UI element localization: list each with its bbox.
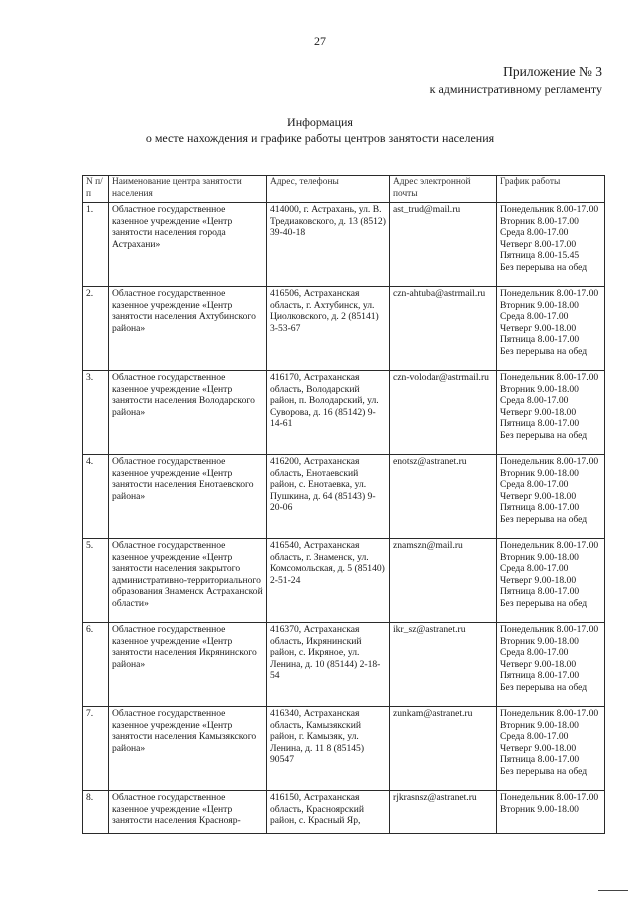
schedule-line: Четверг 9.00-18.00 — [500, 406, 577, 418]
schedule-line: Пятница 8.00-17.00 — [500, 670, 580, 682]
schedule-line: Понедельник 8.00-17.00 — [500, 540, 599, 551]
cell-schedule — [497, 539, 605, 623]
schedule-line: Понедельник 8.00-17.00 — [500, 624, 599, 635]
schedule-line: Среда 8.00-17.00 — [500, 647, 569, 659]
schedule-line: Четверг 9.00-18.00 — [500, 574, 577, 586]
schedule-line: Понедельник 8.00-17.00 — [500, 204, 599, 215]
schedule-line: Без перерыва на обед — [500, 681, 588, 693]
cell-name: Областное государственное казенное учреждение «Центр занятости населения Володарского района» — [109, 371, 267, 455]
schedule-line: Среда 8.00-17.00 — [500, 395, 569, 407]
schedule-line: Пятница 8.00-15.45 — [500, 250, 580, 262]
table-row — [83, 707, 605, 791]
cell-name: Областное государственное казенное учреждение «Центр занятости населения закрытого административно-территориального образования Знаменск Астраханской области» — [109, 539, 267, 623]
cell-schedule — [497, 203, 605, 287]
schedule-line: Вторник 9.00-18.00 — [500, 803, 579, 815]
heading-line-1: Информация — [287, 115, 353, 129]
schedule-line: Вторник 9.00-18.00 — [500, 383, 579, 395]
cell-email[interactable]: enotsz@astranet.ru — [390, 455, 497, 539]
schedule-line: Понедельник 8.00-17.00 — [500, 792, 599, 803]
cell-email[interactable]: rjkrasnsz@astranet.ru — [390, 791, 497, 834]
cell-name: Областное государственное казенное учреждение «Центр занятости населения Икрянинского района» — [109, 623, 267, 707]
cell-email[interactable]: czn-volodar@astrmail.ru — [390, 371, 497, 455]
cell-num: 1. — [83, 203, 109, 287]
cell-schedule — [497, 455, 605, 539]
table-header-row — [83, 176, 605, 203]
schedule-line: Вторник 8.00-17.00 — [500, 215, 579, 227]
employment-centers-table — [82, 175, 605, 834]
schedule-line: Без перерыва на обед — [500, 261, 588, 273]
schedule-line: Без перерыва на обед — [500, 345, 588, 357]
schedule-line: Без перерыва на обед — [500, 429, 588, 441]
cell-name: Областное государственное казенное учреждение «Центр занятости населения Ахтубинского района» — [109, 287, 267, 371]
schedule-line: Четверг 9.00-18.00 — [500, 658, 577, 670]
cell-email[interactable]: znamszn@mail.ru — [390, 539, 497, 623]
cell-name: Областное государственное казенное учреждение «Центр занятости населения города Астрахани» — [109, 203, 267, 287]
schedule-line: Пятница 8.00-17.00 — [500, 754, 580, 766]
schedule-line: Без перерыва на обед — [500, 765, 588, 777]
cell-address: 416540, Астраханская область, г. Знаменск, ул. Комсомольская, д. 5 (85140) 2-51-24 — [267, 539, 390, 623]
cell-num: 6. — [83, 623, 109, 707]
cell-num: 7. — [83, 707, 109, 791]
cell-num: 4. — [83, 455, 109, 539]
table-row — [83, 371, 605, 455]
cell-address: 416170, Астраханская область, Володарский район, п. Володарский, ул. Суворова, д. 16 (85142) 9-14-61 — [267, 371, 390, 455]
cell-schedule — [497, 707, 605, 791]
schedule-line: Понедельник 8.00-17.00 — [500, 456, 599, 467]
schedule-line: Вторник 9.00-18.00 — [500, 551, 579, 563]
table-row — [83, 287, 605, 371]
cell-address: 416506, Астраханская область, г. Ахтубинск, ул. Циолковского, д. 2 (85141) 3-53-67 — [267, 287, 390, 371]
table-row — [83, 203, 605, 287]
table-row — [83, 623, 605, 707]
cell-schedule — [497, 791, 605, 834]
cell-schedule — [497, 287, 605, 371]
appendix-subtitle: к административному регламенту — [429, 82, 602, 96]
cell-address: 414000, г. Астрахань, ул. В. Тредиаковского, д. 13 (8512) 39-40-18 — [267, 203, 390, 287]
schedule-line: Среда 8.00-17.00 — [500, 311, 569, 323]
cell-email[interactable]: zunkam@astranet.ru — [390, 707, 497, 791]
page-number: 27 — [314, 34, 326, 48]
schedule-line: Четверг 9.00-18.00 — [500, 322, 577, 334]
schedule-line: Среда 8.00-17.00 — [500, 731, 569, 743]
header-num: N п/п — [83, 176, 109, 203]
cell-schedule — [497, 371, 605, 455]
cell-schedule — [497, 623, 605, 707]
header-schedule: График работы — [497, 176, 605, 203]
table-body — [83, 203, 605, 834]
schedule-line: Среда 8.00-17.00 — [500, 563, 569, 575]
schedule-line: Среда 8.00-17.00 — [500, 479, 569, 491]
cell-num: 2. — [83, 287, 109, 371]
schedule-line: Пятница 8.00-17.00 — [500, 418, 580, 430]
corner-mark — [598, 890, 628, 891]
schedule-line: Вторник 9.00-18.00 — [500, 719, 579, 731]
cell-name: Областное государственное казенное учреждение «Центр занятости населения Енотаевского района» — [109, 455, 267, 539]
cell-name: Областное государственное казенное учреждение «Центр занятости населения Краснояр- — [109, 791, 267, 834]
cell-email[interactable]: ikr_sz@astranet.ru — [390, 623, 497, 707]
header-name: Наименование центра занятости населения — [109, 176, 267, 203]
table-row — [83, 455, 605, 539]
schedule-line: Без перерыва на обед — [500, 597, 588, 609]
schedule-line: Понедельник 8.00-17.00 — [500, 372, 599, 383]
cell-address: 416340, Астраханская область, Камызякский район, г. Камызяк, ул. Ленина, д. 11 8 (85145) 90547 — [267, 707, 390, 791]
schedule-line: Четверг 9.00-18.00 — [500, 490, 577, 502]
schedule-line: Вторник 9.00-18.00 — [500, 635, 579, 647]
cell-num: 5. — [83, 539, 109, 623]
schedule-line: Вторник 9.00-18.00 — [500, 299, 579, 311]
schedule-line: Без перерыва на обед — [500, 513, 588, 525]
schedule-line: Вторник 9.00-18.00 — [500, 467, 579, 479]
cell-num: 3. — [83, 371, 109, 455]
schedule-line: Пятница 8.00-17.00 — [500, 334, 580, 346]
schedule-line: Пятница 8.00-17.00 — [500, 586, 580, 598]
schedule-line: Среда 8.00-17.00 — [500, 227, 569, 239]
cell-name: Областное государственное казенное учреждение «Центр занятости населения Камызякского района» — [109, 707, 267, 791]
heading-line-2: о месте нахождения и графике работы центров занятости населения — [145, 131, 495, 145]
cell-num: 8. — [83, 791, 109, 834]
header-email: Адрес электронной почты — [390, 176, 497, 203]
schedule-line: Понедельник 8.00-17.00 — [500, 708, 599, 719]
schedule-line: Понедельник 8.00-17.00 — [500, 288, 599, 299]
header-address: Адрес, телефоны — [267, 176, 390, 203]
table-row — [83, 539, 605, 623]
cell-email[interactable]: ast_trud@mail.ru — [390, 203, 497, 287]
schedule-line: Пятница 8.00-17.00 — [500, 502, 580, 514]
table-row — [83, 791, 605, 834]
appendix-title: Приложение № 3 — [503, 64, 602, 79]
schedule-line: Четверг 8.00-17.00 — [500, 238, 577, 250]
cell-address: 416200, Астраханская область, Енотаевский район, с. Енотаевка, ул. Пушкина, д. 64 (85143) 9-20-06 — [267, 455, 390, 539]
cell-email[interactable]: czn-ahtuba@astrmail.ru — [390, 287, 497, 371]
cell-address: 416370, Астраханская область, Икрянинский район, с. Икряное, ул. Ленина, д. 10 (85144) 2-18-54 — [267, 623, 390, 707]
document-heading — [0, 114, 640, 146]
cell-address: 416150, Астраханская область, Красноярский район, с. Красный Яр, — [267, 791, 390, 834]
schedule-line: Четверг 9.00-18.00 — [500, 742, 577, 754]
